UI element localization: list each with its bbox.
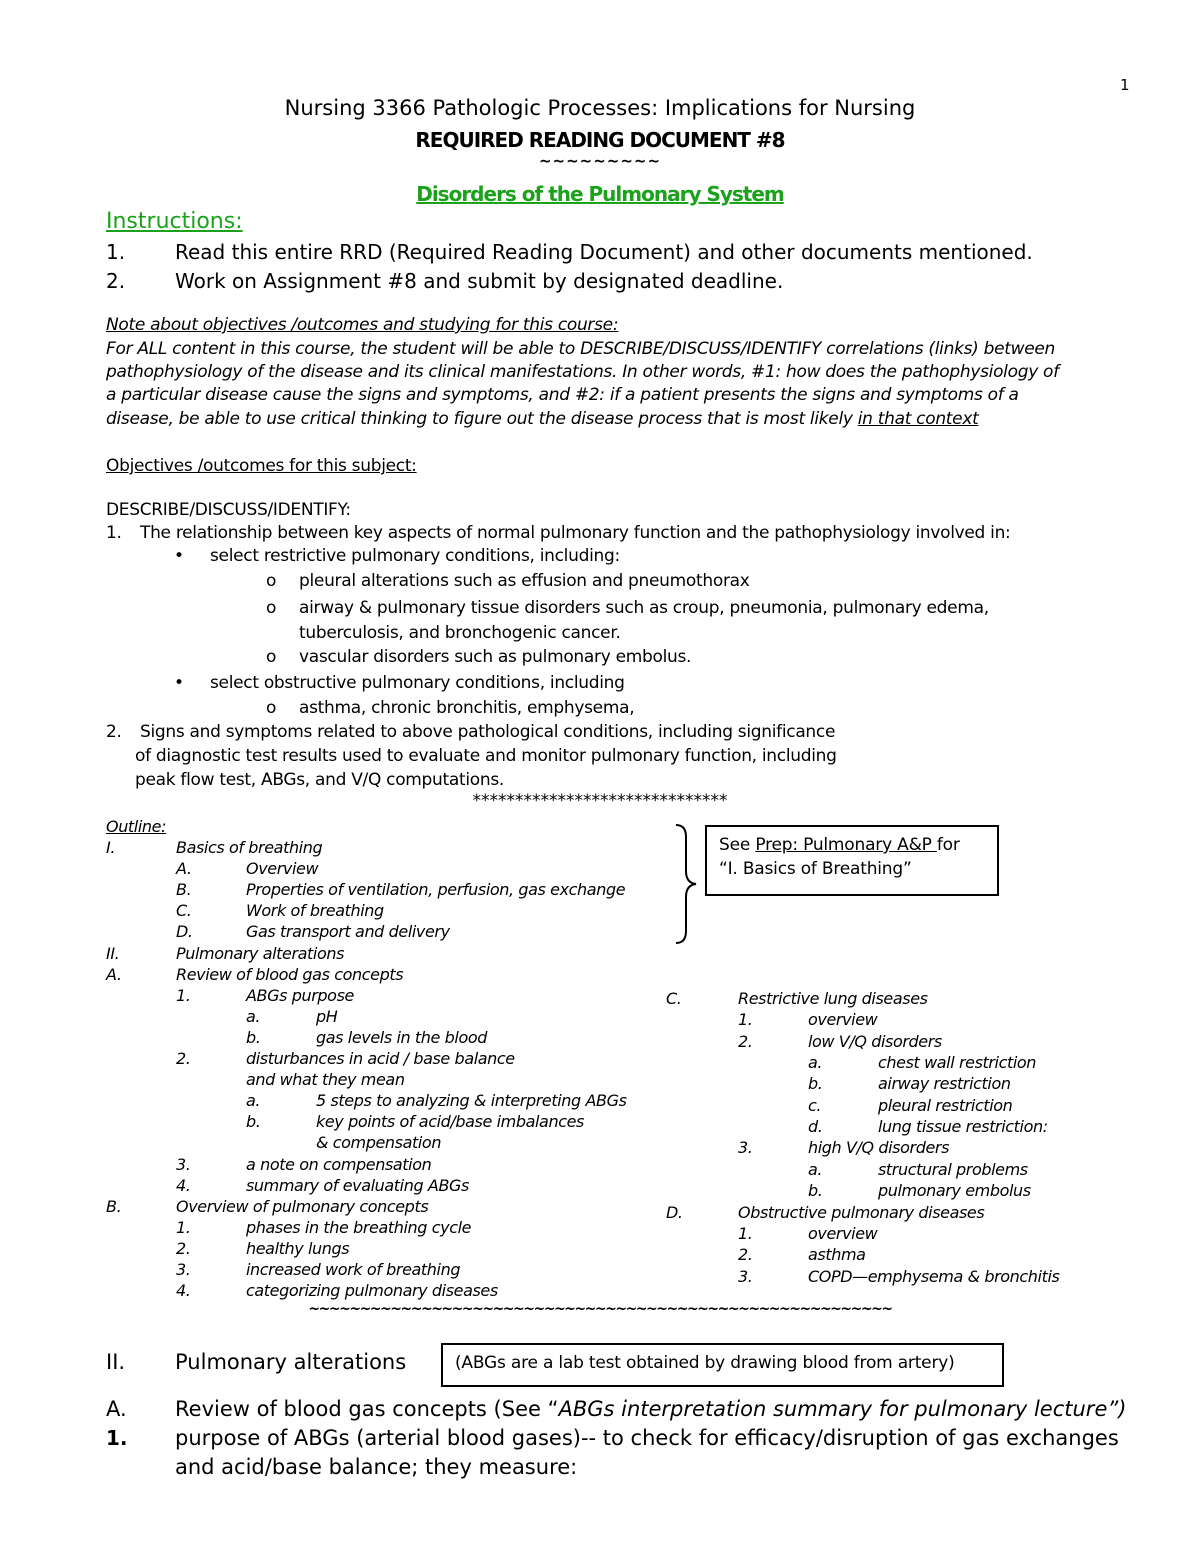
- objective-sub-item: vascular disorders such as pulmonary embolus.: [299, 647, 692, 667]
- outline-item: & compensation: [316, 1133, 442, 1152]
- outline-heading: Outline:: [106, 817, 167, 836]
- outline-marker: 1.: [738, 1224, 753, 1243]
- outline-marker: a.: [246, 1007, 261, 1026]
- sub-bullet-icon: o: [266, 598, 277, 618]
- outline-marker: A.: [176, 859, 192, 878]
- outline-item: a note on compensation: [246, 1155, 432, 1174]
- point-text-cont: and acid/base balance; they measure:: [175, 1455, 578, 1479]
- subsection-letter: A.: [106, 1397, 127, 1421]
- topic-title: Disorders of the Pulmonary System: [416, 182, 784, 206]
- outline-item: airway restriction: [878, 1074, 1011, 1093]
- outline-marker: C.: [666, 989, 682, 1008]
- outline-marker: 2.: [176, 1239, 191, 1258]
- objective-item: The relationship between key aspects of normal pulmonary function and the pathophysiology involved in:: [140, 523, 1011, 543]
- outline-item: Gas transport and delivery: [246, 922, 450, 941]
- outline-item: overview: [808, 1224, 878, 1243]
- point-number: 1.: [106, 1426, 128, 1450]
- objective-sub-item: asthma, chronic bronchitis, emphysema,: [299, 698, 635, 718]
- outline-item: Work of breathing: [246, 901, 384, 920]
- objective-sub-item: airway & pulmonary tissue disorders such as croup, pneumonia, pulmonary edema,: [299, 598, 989, 618]
- document-title: REQUIRED READING DOCUMENT #8: [415, 128, 785, 152]
- outline-marker: D.: [176, 922, 193, 941]
- outline-marker: a.: [246, 1091, 261, 1110]
- note-line: a particular disease cause the signs and symptoms, and #2: if a patient presents the signs and symptoms of a: [106, 385, 1019, 405]
- note-line: For ALL content in this course, the student will be able to DESCRIBE/DISCUSS/IDENTIFY correlations (links) between: [106, 339, 1056, 359]
- see-prep-text: See: [719, 835, 756, 855]
- objectives-heading: Objectives /outcomes for this subject:: [106, 456, 417, 476]
- prep-pulmonary-link[interactable]: Prep: Pulmonary A&P: [755, 835, 937, 855]
- outline-item: Properties of ventilation, perfusion, gas exchange: [246, 880, 626, 899]
- outline-marker: 4.: [176, 1176, 191, 1195]
- outline-marker: c.: [808, 1096, 822, 1115]
- curly-brace-icon: [672, 823, 702, 945]
- note-heading: Note about objectives /outcomes and studying for this course:: [106, 315, 619, 335]
- outline-item: summary of evaluating ABGs: [246, 1176, 469, 1195]
- outline-marker: 2.: [176, 1049, 191, 1068]
- outline-marker: II.: [106, 944, 120, 963]
- outline-item: Review of blood gas concepts: [176, 965, 404, 984]
- sub-bullet-icon: o: [266, 571, 277, 591]
- outline-item: Overview of pulmonary concepts: [176, 1197, 429, 1216]
- outline-marker: C.: [176, 901, 192, 920]
- objective-item-cont: of diagnostic test results used to evaluate and monitor pulmonary function, including: [135, 746, 837, 766]
- see-prep-text: for: [936, 835, 960, 855]
- outline-item: Restrictive lung diseases: [738, 989, 928, 1008]
- outline-item: COPD—emphysema & bronchitis: [808, 1267, 1060, 1286]
- objective-item-cont: peak flow test, ABGs, and V/Q computations.: [135, 770, 505, 790]
- subsection-text: Review of blood gas concepts (See “: [175, 1397, 559, 1421]
- outline-marker: 1.: [738, 1010, 753, 1029]
- outline-marker: 3.: [176, 1155, 191, 1174]
- outline-item: pulmonary embolus: [878, 1181, 1031, 1200]
- abgs-note-text: (ABGs are a lab test obtained by drawing blood from artery): [455, 1353, 955, 1373]
- outline-marker: 4.: [176, 1281, 191, 1300]
- outline-marker: b.: [808, 1181, 823, 1200]
- outline-marker: B.: [176, 880, 192, 899]
- outline-item: 5 steps to analyzing & interpreting ABGs: [316, 1091, 627, 1110]
- objective-number: 1.: [106, 523, 122, 543]
- note-emphasis: in that context: [857, 409, 979, 429]
- see-prep-callout-box: [705, 825, 999, 896]
- outline-item: disturbances in acid / base balance: [246, 1049, 515, 1068]
- outline-marker: A.: [106, 965, 122, 984]
- outline-marker: a.: [808, 1053, 823, 1072]
- reference-title: ABGs interpretation summary for pulmonary lecture”): [558, 1397, 1127, 1421]
- course-title: Nursing 3366 Pathologic Processes: Implications for Nursing: [284, 96, 916, 120]
- see-prep-line2: “I. Basics of Breathing”: [719, 859, 912, 879]
- outline-item: increased work of breathing: [246, 1260, 461, 1279]
- page-number: 1: [1120, 76, 1130, 94]
- instruction-number: 1.: [106, 240, 126, 264]
- outline-marker: I.: [106, 838, 116, 857]
- outline-marker: 2.: [738, 1245, 753, 1264]
- sub-bullet-icon: o: [266, 647, 277, 667]
- tilde-rule-divider: ~~~~~~~~~~~~~~~~~~~~~~~~~~~~~~~~~~~~~~~~~~~~~~~~~~~~~~~~~: [308, 1301, 892, 1317]
- outline-item: Obstructive pulmonary diseases: [738, 1203, 985, 1222]
- see-prep-line1: [719, 835, 960, 855]
- objective-item: Signs and symptoms related to above pathological conditions, including significance: [140, 722, 836, 742]
- outline-item: and what they mean: [246, 1070, 405, 1089]
- outline-marker: 1.: [176, 986, 191, 1005]
- instruction-item: Read this entire RRD (Required Reading Document) and other documents mentioned.: [175, 240, 1033, 264]
- outline-item: Overview: [246, 859, 319, 878]
- bullet-icon: •: [174, 673, 185, 693]
- outline-item: pleural restriction: [878, 1096, 1013, 1115]
- outline-item: high V/Q disorders: [808, 1138, 950, 1157]
- outline-item: chest wall restriction: [878, 1053, 1037, 1072]
- outline-marker: a.: [808, 1160, 823, 1179]
- section-number: II.: [106, 1350, 126, 1374]
- outline-item: ABGs purpose: [246, 986, 354, 1005]
- outline-item: phases in the breathing cycle: [246, 1218, 472, 1237]
- outline-item: pH: [316, 1007, 338, 1026]
- point-text: purpose of ABGs (arterial blood gases)-- to check for efficacy/disruption of gas exchanges: [175, 1426, 1119, 1450]
- outline-marker: D.: [666, 1203, 683, 1222]
- outline-marker: b.: [808, 1074, 823, 1093]
- instructions-heading: Instructions:: [106, 209, 243, 234]
- outline-marker: 2.: [738, 1032, 753, 1051]
- objectives-verb: DESCRIBE/DISCUSS/IDENTIFY:: [106, 500, 351, 520]
- note-line: pathophysiology of the disease and its clinical manifestations. In other words, #1: how does the pathophysiology of: [106, 362, 1059, 382]
- abgs-note-box: [441, 1343, 1004, 1387]
- section-title: Pulmonary alterations: [175, 1350, 407, 1374]
- outline-marker: B.: [106, 1197, 122, 1216]
- outline-marker: 1.: [176, 1218, 191, 1237]
- stars-divider: ******************************: [472, 791, 728, 811]
- objective-number: 2.: [106, 722, 122, 742]
- outline-item: Basics of breathing: [176, 838, 323, 857]
- outline-marker: b.: [246, 1028, 261, 1047]
- outline-item: Pulmonary alterations: [176, 944, 345, 963]
- outline-item: key points of acid/base imbalances: [316, 1112, 584, 1131]
- bullet-icon: •: [174, 546, 185, 566]
- subsection-title: [175, 1397, 1126, 1421]
- objective-sub-item: pleural alterations such as effusion and pneumothorax: [299, 571, 750, 591]
- outline-item: asthma: [808, 1245, 866, 1264]
- outline-marker: d.: [808, 1117, 823, 1136]
- outline-item: gas levels in the blood: [316, 1028, 488, 1047]
- outline-item: categorizing pulmonary diseases: [246, 1281, 498, 1300]
- instruction-item: Work on Assignment #8 and submit by designated deadline.: [175, 269, 784, 293]
- objective-bullet: select restrictive pulmonary conditions, including:: [210, 546, 620, 566]
- outline-marker: b.: [246, 1112, 261, 1131]
- outline-item: structural problems: [878, 1160, 1028, 1179]
- objective-bullet: select obstructive pulmonary conditions, including: [210, 673, 625, 693]
- instruction-number: 2.: [106, 269, 126, 293]
- outline-marker: 3.: [176, 1260, 191, 1279]
- objective-sub-item-cont: tuberculosis, and bronchogenic cancer.: [299, 623, 621, 643]
- sub-bullet-icon: o: [266, 698, 277, 718]
- outline-item: low V/Q disorders: [808, 1032, 942, 1051]
- outline-marker: 3.: [738, 1138, 753, 1157]
- outline-item: lung tissue restriction:: [878, 1117, 1048, 1136]
- outline-item: overview: [808, 1010, 878, 1029]
- outline-marker: 3.: [738, 1267, 753, 1286]
- note-text: disease, be able to use critical thinking to figure out the disease process that is most likely: [106, 409, 858, 429]
- outline-item: healthy lungs: [246, 1239, 350, 1258]
- note-line-last: [106, 409, 978, 429]
- title-tilde-divider: ~~~~~~~~~: [538, 152, 662, 170]
